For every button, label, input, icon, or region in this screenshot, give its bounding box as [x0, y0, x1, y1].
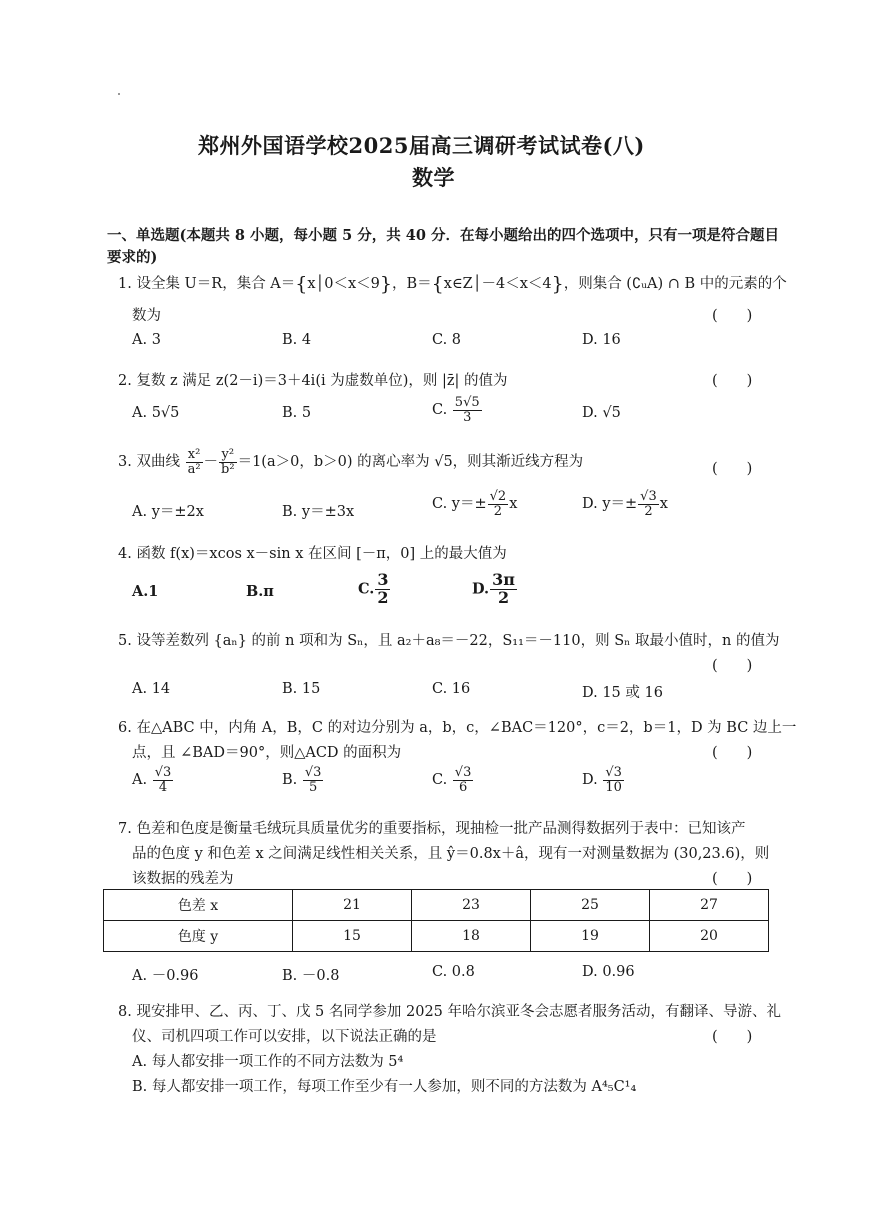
q6-option-a-label: A. [132, 772, 148, 789]
q6-option-b [282, 766, 324, 794]
table-cell: 19 [531, 921, 650, 952]
q6-option-a-fraction [153, 766, 174, 794]
fraction-numerator: y² [219, 448, 237, 463]
table-cell: 18 [412, 921, 531, 952]
q6-option-d [582, 766, 625, 794]
fraction-numerator: √3 [605, 765, 622, 780]
q3-fraction-y [219, 448, 237, 476]
table-header-cell: 色差 x [104, 890, 293, 921]
exam-title: 郑州外国语学校2025届高三调研考试试卷(八) [198, 133, 645, 158]
answer-paren: ( ) [712, 373, 753, 389]
table-cell: 25 [531, 890, 650, 921]
q4-option-d [472, 572, 518, 607]
fraction-numerator: √3 [154, 765, 172, 780]
q4-option-c-label: C. [358, 580, 375, 598]
q3-fraction-x [186, 448, 203, 476]
q3-stem-suffix: ＝1(a＞0，b＞0) 的离心率为 √5，则其渐近线方程为 [237, 454, 584, 471]
fraction-denominator: 3 [463, 409, 472, 425]
q6-option-d-fraction [603, 766, 624, 794]
brace-close-icon: } [551, 273, 564, 295]
q3-option-c-tail: x [509, 496, 518, 513]
table-cell: 21 [293, 890, 412, 921]
q1-stem-mid: ，B＝ [392, 276, 432, 292]
q1-option-c: C. 8 [432, 332, 462, 348]
answer-paren: ( ) [712, 308, 753, 324]
q7-stem-line3: 该数据的残差为 [132, 871, 234, 887]
q7-stem-line1: 7. 色差和色度是衡量毛绒玩具质量优劣的重要指标，现抽检一批产品测得数据列于表中：已知该产 [118, 821, 746, 837]
q8-stem-line1: 8. 现安排甲、乙、丙、丁、戊 5 名同学参加 2025 年哈尔滨亚冬会志愿者服务活动，有翻译、导游、礼 [118, 1004, 782, 1020]
q7-option-b: B. －0.8 [282, 968, 340, 984]
q1-stem-suffix: ，则集合 (∁ᵤA) ∩ B 中的元素的个 [563, 276, 787, 292]
q3-minus: － [203, 454, 219, 471]
fraction-denominator: b² [221, 461, 235, 477]
fraction-numerator: √3 [640, 489, 657, 504]
section-header-line1: 一、单选题(本题共 8 小题，每小题 5 分，共 40 分．在每小题给出的四个选项中，只有一项是符合题目 [107, 227, 780, 244]
q2-option-b: B. 5 [282, 405, 312, 421]
q6-option-c [432, 766, 474, 794]
q6-option-b-label: B. [282, 772, 298, 789]
table-cell: 20 [650, 921, 769, 952]
answer-paren: ( ) [712, 461, 753, 477]
q6-stem-line2: 点，且 ∠BAD＝90°，则△ACD 的面积为 [132, 745, 402, 761]
fraction-denominator: 2 [644, 503, 653, 519]
q1-set-b: x∈Z│－4＜x＜4 [443, 276, 552, 292]
fraction-denominator: 2 [493, 503, 503, 519]
fraction-denominator: 6 [458, 779, 468, 795]
section-header-line2: 要求的) [107, 249, 158, 266]
q1-stem-prefix: 1. 设全集 U＝R，集合 A＝ [118, 276, 296, 292]
q6-option-c-label: C. [432, 772, 448, 789]
q5-option-c: C. 16 [432, 681, 471, 697]
q7-data-table [103, 889, 769, 952]
subject-title: 数学 [412, 165, 455, 190]
q3-option-c-fraction [488, 490, 509, 518]
fraction-numerator: √3 [454, 765, 472, 780]
fraction-denominator: 5 [309, 779, 318, 795]
q6-stem-line1: 6. 在△ABC 中，内角 A，B，C 的对边分别为 a，b，c，∠BAC＝120°，c＝2，b＝1，D 为 BC 边上一 [118, 720, 797, 736]
q1-set-a: x│0＜x＜9 [307, 276, 380, 292]
table-row [104, 921, 769, 952]
q3-option-b: B. y＝±3x [282, 504, 355, 520]
q2-option-c [432, 396, 483, 424]
fraction-numerator: 5√5 [454, 395, 480, 410]
q3-option-d [582, 490, 668, 518]
q1-stem [118, 272, 787, 295]
q8-stem-line2: 仪、司机四项工作可以安排，以下说法正确的是 [132, 1029, 437, 1045]
table-cell: 23 [412, 890, 531, 921]
q4-option-a: A.1 [132, 583, 159, 600]
answer-paren: ( ) [712, 658, 753, 674]
q1-option-b: B. 4 [282, 332, 312, 348]
q5-option-b: B. 15 [282, 681, 321, 697]
table-row [104, 890, 769, 921]
q5-option-d: D. 15 或 16 [582, 685, 663, 701]
fraction-denominator: 10 [605, 779, 622, 795]
q4-stem: 4. 函数 f(x)＝xcos x－sin x 在区间 [－π，0] 上的最大值为 [118, 546, 507, 562]
q4-option-b: B.π [246, 583, 274, 600]
fraction-numerator: 3π [492, 570, 515, 589]
q1-option-d: D. 16 [582, 332, 621, 348]
answer-paren: ( ) [712, 745, 753, 761]
q2-option-c-fraction [453, 396, 482, 424]
q7-option-a: A. －0.96 [132, 968, 199, 984]
q5-option-a: A. 14 [132, 681, 171, 697]
brace-open-icon: { [431, 273, 444, 295]
q4-option-c [358, 572, 391, 607]
table-cell: 27 [650, 890, 769, 921]
q3-option-c [432, 490, 517, 518]
q7-option-d: D. 0.96 [582, 964, 635, 980]
q3-stem-prefix: 3. 双曲线 [118, 454, 180, 471]
q4-option-d-fraction [490, 572, 517, 607]
q1-stem-line2: 数为 [132, 308, 161, 324]
fraction-denominator: 2 [377, 587, 389, 607]
q7-option-c: C. 0.8 [432, 964, 475, 980]
brace-open-icon: { [295, 273, 308, 295]
q7-stem-line2: 品的色度 y 和色差 x 之间满足线性相关关系，且 ŷ＝0.8x＋â，现有一对测量数据为 (30,23.6)，则 [132, 846, 770, 862]
fraction-numerator: 3 [377, 570, 389, 589]
table-cell: 15 [293, 921, 412, 952]
answer-paren: ( ) [712, 1029, 753, 1045]
q1-option-a: A. 3 [132, 332, 161, 348]
q4-option-c-fraction [375, 572, 390, 607]
q2-option-c-label: C. [432, 402, 448, 419]
q3-option-d-fraction [638, 490, 659, 518]
q6-option-c-fraction [453, 766, 474, 794]
fraction-numerator: x² [186, 448, 203, 463]
q8-option-b: B. 每人都安排一项工作，每项工作至少有一人参加，则不同的方法数为 A⁴₅C¹₄ [132, 1079, 637, 1095]
brace-close-icon: } [379, 273, 393, 295]
fraction-denominator: 2 [497, 587, 510, 607]
table-header-cell: 色度 y [104, 921, 293, 952]
fraction-denominator: a² [187, 461, 201, 477]
fraction-numerator: √3 [304, 765, 322, 780]
q4-option-d-label: D. [472, 580, 490, 598]
q6-option-d-label: D. [582, 772, 598, 789]
fraction-numerator: √2 [489, 489, 507, 504]
q2-stem: 2. 复数 z 满足 z(2－i)＝3＋4i(i 为虚数单位)，则 |z̄| 的值为 [118, 373, 508, 389]
answer-paren: ( ) [712, 871, 753, 887]
q3-stem [118, 448, 583, 476]
q3-option-a: A. y＝±2x [132, 504, 204, 520]
q6-option-a [132, 766, 174, 794]
q8-option-a: A. 每人都安排一项工作的不同方法数为 5⁴ [132, 1054, 404, 1070]
fraction-denominator: 4 [158, 779, 168, 795]
q2-option-a: A. 5√5 [132, 405, 180, 421]
q3-option-c-label: C. y＝± [432, 496, 487, 513]
q5-stem: 5. 设等差数列 {aₙ} 的前 n 项和为 Sₙ，且 a₂＋a₈＝－22，S₁₁＝－110，则 Sₙ 取最小值时，n 的值为 [118, 633, 780, 649]
q3-option-d-label: D. y＝± [582, 496, 638, 513]
q3-option-d-tail: x [659, 496, 668, 513]
q2-option-d: D. √5 [582, 405, 621, 421]
scan-dot [118, 93, 120, 95]
q6-option-b-fraction [303, 766, 324, 794]
